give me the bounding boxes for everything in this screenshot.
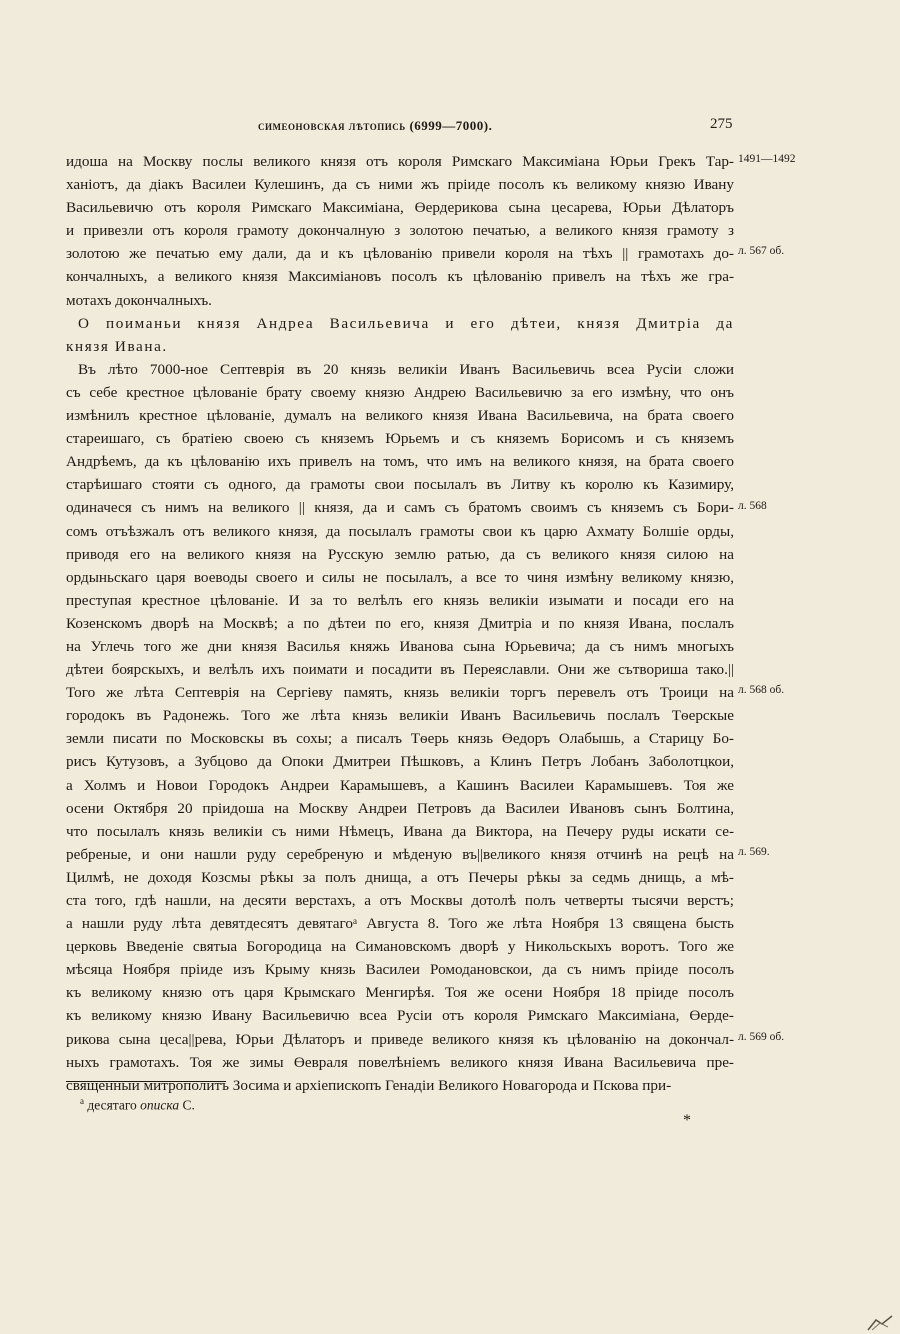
footnote-tail: С.: [182, 1097, 195, 1113]
text-line: сомъ отъѣзжалъ отъ великого князя, да посылалъ грамоты свои къ царю Ахмату Болшіе орды,: [66, 522, 734, 540]
text-line: дѣтеи боярскыхъ, и велѣлъ ихъ поимати и посадити въ Переяславли. Они же сътвориша тако.||: [66, 661, 734, 679]
text-line: Андрѣемъ, да къ цѣлованію ихъ привелъ на томъ, что имъ на великого князя, на брата своего: [66, 453, 734, 471]
footnote-divider: [66, 1081, 226, 1082]
text-line: ребреные, и они нашли руду серебреную и мѣденую въ||великого князя отчинѣ на рецѣ на: [66, 845, 734, 863]
text-line: мотахъ докончалныхъ.: [66, 291, 212, 309]
footnote-marker: а: [80, 1096, 84, 1106]
text-line: Въ лѣто 7000-ное Септеврія въ 20 князь великіи Иванъ Васильевичь всеа Русіи сложи: [78, 360, 734, 378]
text-line: къ великому князю Ивану Васильевичю всеа Русіи отъ короля Римскаго Максиміана, Өерде-: [66, 1007, 734, 1025]
text-line: Цилмѣ, не доходя Козсмы рѣкы за полъ днища, а отъ Печеры рѣкы за седмь днищь, а мѣ-: [66, 868, 734, 886]
text-line: золотою же печатью ему дали, да и къ цѣлованію привели короля на тѣхъ || грамотахъ до-: [66, 245, 734, 263]
text-line: ханіотъ, да діакъ Василеи Кулешинъ, да съ ними жъ пріиде посолъ къ великому князю Ивану: [66, 176, 734, 194]
text-line: священныи митрополитъ Зосима и архіепископъ Генадіи Великого Новагорода и Пскова при-: [66, 1076, 672, 1094]
text-line: старѣишаго стояти съ одного, да грамоты свои посылалъ въ Литву къ королю къ Казимиру,: [66, 476, 734, 494]
text-line: идоша на Москву послы великого князя отъ короля Римскаго Максиміана Юрьи Грекъ Тар-: [66, 153, 734, 170]
page-number: 275: [710, 116, 733, 132]
text-line: съ себе крестное цѣлованіе брату своему князю Андрею Васильевичю за его измѣну, что онъ: [66, 383, 734, 401]
text-line: одиначеся съ нимъ на великого || князя, да и самъ съ братомъ своимъ съ княземъ съ Бори-: [66, 499, 734, 517]
text-line: что посылалъ князь великіи съ ними Нѣмецъ, Ивана да Виктора, на Печеру руды искати се-: [66, 822, 734, 840]
text-line: церковь Введеніе святыа Богородица на Симановскомъ дворѣ у Никольскыхъ воротъ. Того же: [66, 938, 734, 956]
text-line: князя Ивана.: [66, 337, 168, 355]
text-line: мѣсяца Ноября пріиде изъ Крыму князь Василеи Ромодановскои, да съ нимъ пріиде посолъ: [66, 961, 734, 979]
main-text: [66, 150, 734, 1097]
margin-note: л. 567 об.: [738, 245, 785, 258]
text-line: Васильевичю отъ короля Римскаго Максиміана, Өердерикова сына цесарева, Юрьи Дѣлаторъ: [66, 199, 734, 217]
text-line: къ великому князю отъ царя Крымскаго Менгирѣя. Тоя же осени Ноября 18 пріиде посолъ: [66, 984, 734, 1002]
signature-mark: *: [683, 1112, 691, 1129]
text-line: ордыньскаго царя воеводы своего и силы не посылалъ, а все то чиня измѣну великому князю,: [66, 568, 734, 586]
text-line: О поиманьи князя Андреа Васильевича и его дѣтеи, князя Дмитріа да: [78, 314, 734, 332]
running-title: симеоновская лѣтопись (6999—7000).: [258, 118, 493, 133]
text-line: измѣнилъ крестное цѣлованіе, думалъ на великого князя Ивана Васильевича, на брата своего: [66, 407, 734, 425]
text-line: приводя его на великого князя на Русскую землю ратью, да съ великого князя силою на: [66, 545, 734, 563]
text-line: и привезли отъ короля грамоту докончалную з золотою печатью, а великого князя грамоту з: [66, 222, 734, 240]
text-line: стареишаго, съ братіею своею съ княземъ Юрьемъ и съ княземъ Борисомъ и съ княземъ: [66, 430, 734, 448]
text-line: преступая крестное цѣлованіе. И за то велѣлъ его князь великіи изымати и посади его на: [66, 591, 734, 609]
text-line: а Холмъ и Новои Городокъ Андреи Карамышевъ, а Кашинъ Василеи Карамышевъ. Тоя же: [66, 776, 734, 794]
margin-note: л. 568 об.: [738, 684, 785, 697]
footnote: [80, 1096, 195, 1114]
margin-note: л. 569 об.: [738, 1030, 785, 1043]
text-line: Того же лѣта Септеврія на Сергіеву память, князь великіи торгъ перевелъ отъ Троици на: [66, 684, 734, 702]
text-line: осени Октября 20 пріидоша на Москву Андреи Петровъ да Василеи Ивановъ сынъ Болтина,: [66, 799, 734, 817]
text-line: Козенскомъ дворѣ на Москвѣ; а по дѣтеи по его, князя Дмитріа и по князя Ивана, послалъ: [66, 614, 734, 632]
text-line: ныхъ грамотахъ. Тоя же зимы Өевраля повелѣніемъ великого князя Ивана Васильевича пре-: [66, 1053, 734, 1071]
text-line: городокъ въ Радонежь. Того же лѣта князь великіи Иванъ Васильевичь послалъ Тѳерскые: [66, 707, 734, 725]
text-line: на Углечь того же дни князя Василья княжь Иванова сына Юрьевича; да съ нимъ многыхъ: [66, 637, 734, 655]
page-header: [258, 118, 738, 140]
footnote-text: десятаго: [87, 1097, 137, 1113]
text-line: а нашли руду лѣта девятдесятъ девятагоᵃ Августа 8. Того же лѣта Ноября 13 священа бысть: [66, 915, 734, 933]
footnote-italic: описка: [140, 1097, 180, 1113]
margin-note: л. 569.: [738, 846, 770, 858]
margin-note: 1491—1492: [738, 153, 796, 165]
margin-note: л. 568: [738, 499, 767, 512]
text-line: рисъ Кутузовъ, а Зубцово да Опоки Дмитреи Пѣшковъ, а Клинъ Петръ Лобанъ Заболотцкои,: [66, 753, 734, 771]
text-line: земли писати по Московскы въ сохы; а писалъ Тѳерь князь Өедоръ Олабышь, а Старицу Бо-: [66, 730, 734, 748]
text-line: рикова сына цеса||рева, Юрьи Дѣлаторъ и приведе великого князя къ цѣлованію на докончал-: [66, 1030, 734, 1048]
text-line: ста того, гдѣ нашли, на десяти верстахъ, а отъ Москвы дотолѣ полъ четверты тысячи верстъ;: [66, 892, 734, 909]
text-line: кончалныхъ, а великого князя Максиміановъ посолъ къ цѣлованію привелъ на тѣхъ же гра-: [66, 268, 734, 286]
corner-scan-mark-icon: [866, 1312, 896, 1332]
